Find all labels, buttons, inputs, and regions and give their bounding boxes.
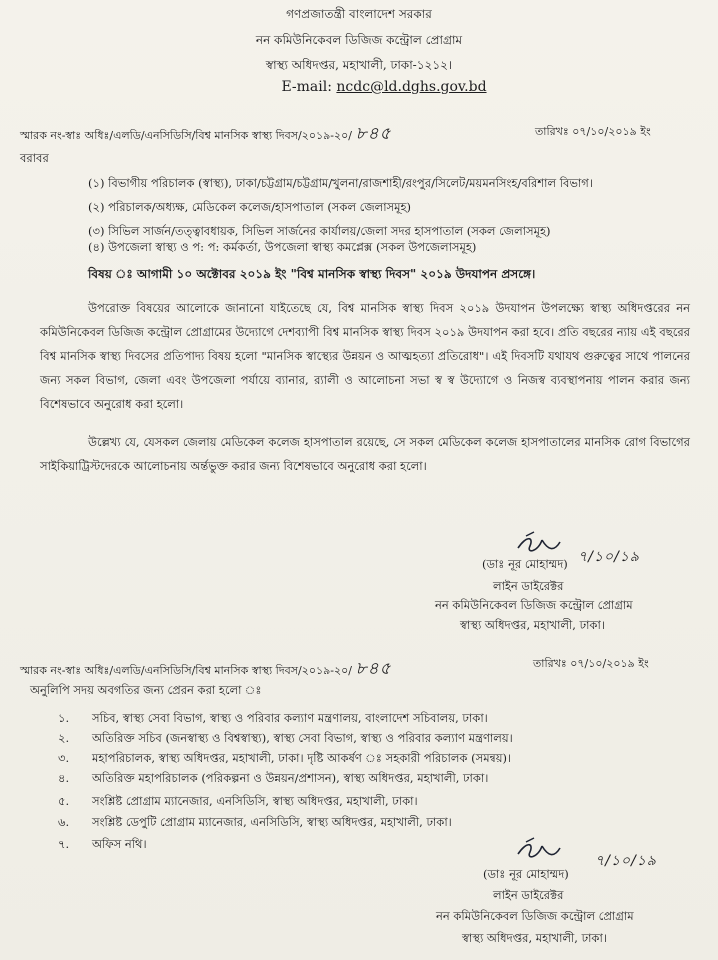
memo2-ref-text: স্মারক নং-স্বাঃ অধিঃ/এলডি/এনসিডিসি/বিশ্ব মানসিক স্বাস্থ্য দিবস/২০১৯-২০/ [20, 664, 352, 677]
copy-label: অনুলিপি সদয় অবগতির জন্য প্রেরন করা হলো ঃ [30, 683, 262, 697]
copy-item [58, 710, 678, 726]
signatory-address: স্বাস্থ্য অধিদপ্তর, মহাখালী, ঢাকা। [462, 931, 607, 945]
signatory-name: (ডাঃ নূর মোহাম্মদ) [482, 557, 568, 571]
copy-number: ১. [58, 711, 70, 725]
copy-text: মহাপরিচালক, স্বাস্থ্য অধিদপ্তর, মহাখালী, ঢাকা। দৃষ্টি আকর্ষণ ঃ সহকারী পরিচালক (সমন্বয়)। [92, 751, 512, 765]
subject-line: বিষয় ঃ আগামী ১০ অক্টোবর ২০১৯ ইং "বিশ্ব মানসিক স্বাস্থ্য দিবস" ২০১৯ উদযাপন প্রসঙ্গে। [88, 267, 536, 281]
recipient-item: (২) পরিচালক/অধ্যক্ষ, মেডিকেল কলেজ/হাসপাতাল (সকল জেলাসমূহ) [88, 200, 412, 214]
signature-date-handwritten: ৭/১০/১৯ [595, 853, 657, 869]
memo2-reference [20, 656, 392, 684]
copy-number: ৭. [58, 837, 70, 851]
copy-number: ৪. [58, 771, 70, 785]
body-paragraph: উপরোক্ত বিষয়ের আলোকে জানানো যাইতেছে যে, বিশ্ব মানসিক স্বাস্থ্য দিবস ২০১৯ উদযাপন উপলক্ষ্যে স্বাস্থ্য অধিদপ্তরের নন কমিউনিকেবল ডিজিজ কন্ট্রোল প্রোগ্রামের উদ্যোগে দেশব্যাপী বিশ্ব মানসিক স্বাস্থ্য দিবস ২০১৯ উদযাপন করা হবে। প্রতি বছরের ন্যায় এই বছরের বিশ্ব মানসিক স্বাস্থ্য দিবসের প্রতিপাদ্য বিষয় হলো "মানসিক স্বাস্থ্যের উন্নয়ন ও আত্মহত্যা প্রতিরোধ"। এই দিবসটি যথাযথ গুরুত্বের সাথে পালনের জন্য সকল বিভাগ, জেলা এবং উপজেলা পর্যায়ে ব্যানার, র‍্যালী ও আলোচনা সভা স্ব স্ব উদ্যোগে ও নিজস্ব ব্যবস্থাপনায় পালন করার জন্য বিশেষভাবে অনুরোধ করা হলো। [40, 301, 690, 411]
to-label: বরাবর [20, 151, 49, 165]
recipient-item: (১) বিভাগীয় পরিচালক (স্বাস্থ্য), ঢাকা/চট্টগ্রাম/চট্টগ্রাম/খুলনা/রাজশাহী/রংপুর/সিলেট/ময়মনসিংহ/বরিশাল বিভাগ। [88, 176, 593, 190]
copy-text: অফিস নথি। [92, 837, 147, 851]
memo-ref-handwritten: ৮৪৫ [355, 124, 392, 144]
memo2-date: তারিখঃ ০৭/১০/২০১৯ ইং [533, 657, 649, 670]
copy-text: সংশ্লিষ্ট ডেপুটি প্রোগ্রাম ম্যানেজার, এনসিডিসি, স্বাস্থ্য অধিদপ্তর, মহাখালী, ঢাকা। [92, 815, 452, 829]
recipient-item: (৪) উপজেলা স্বাস্থ্য ও প: প: কর্মকর্তা, উপজেলা স্বাস্থ্য কমপ্লেক্স (সকল উপজেলাসমূহ) [88, 240, 477, 254]
copy-item [58, 770, 678, 786]
signatory-name: (ডাঃ নূর মোহাম্মদ) [483, 867, 569, 881]
copy-text: সচিব, স্বাস্থ্য সেবা বিভাগ, স্বাস্থ্য ও পরিবার কল্যাণ মন্ত্রণালয়, বাংলাদেশ সচিবালয়, ঢাকা। [92, 711, 488, 725]
memo2-ref-handwritten: ৮৪৫ [355, 659, 392, 679]
memo-reference [20, 121, 392, 149]
memo-date: তারিখঃ ০৭/১০/২০১৯ ইং [535, 125, 651, 138]
copy-text: সংশ্লিষ্ট প্রোগ্রাম ম্যানেজার, এনসিডিসি, স্বাস্থ্য অধিদপ্তর, মহাখালী, ঢাকা। [92, 794, 418, 808]
office-address: স্বাস্থ্য অধিদপ্তর, মহাখালী, ঢাকা-১২১২। [265, 58, 453, 72]
recipient-item: (৩) সিভিল সার্জন/তত্ত্বাবধায়ক, সিভিল সার্জনের কার্যালয়/জেলা সদর হাসপাতাল (সকল জেলাসমূহ) [88, 224, 551, 238]
program-name: নন কমিউনিকেবল ডিজিজ কন্ট্রোল প্রোগ্রাম [255, 33, 463, 47]
copy-item [58, 793, 678, 809]
signatory-title: লাইন ডাইরেক্টর [493, 888, 564, 902]
copy-number: ২. [58, 731, 70, 745]
copy-item [58, 814, 678, 830]
copy-number: ৫. [58, 794, 70, 808]
email-line [25, 79, 718, 95]
signatory-title: লাইন ডাইরেক্টর [493, 579, 564, 593]
email-label: E-mail: [281, 79, 337, 95]
signatory-address: স্বাস্থ্য অধিদপ্তর, মহাখালী, ঢাকা। [460, 618, 605, 632]
signatory-org: নন কমিউনিকেবল ডিজিজ কন্ট্রোল প্রোগ্রাম [436, 909, 634, 923]
govt-title: গণপ্রজাতন্ত্রী বাংলাদেশ সরকার [286, 7, 432, 21]
memo-ref-text: স্মারক নং-স্বাঃ অধিঃ/এলডি/এনসিডিসি/বিশ্ব মানসিক স্বাস্থ্য দিবস/২০১৯-২০/ [20, 129, 352, 142]
copy-number: ৩. [58, 751, 70, 765]
body-paragraph: উল্লেখ্য যে, যেসকল জেলায় মেডিকেল কলেজ হাসপাতাল রয়েছে, সে সকল মেডিকেল কলেজ হাসপাতালের মানসিক রোগ বিভাগের সাইকিয়াট্রিস্টদেরকে আলোচনায় অর্ন্তভুক্ত করার জন্য বিশেষভাবে অনুরোধ করা হলো। [40, 435, 690, 473]
copy-number: ৬. [58, 815, 70, 829]
copy-item [58, 750, 678, 766]
copy-text: অতিরিক্ত মহাপরিচালক (পরিকল্পনা ও উন্নয়ন/প্রশাসন), স্বাস্থ্য অধিদপ্তর, মহাখালী, ঢাকা। [92, 771, 489, 785]
copy-text: অতিরিক্ত সচিব (জনস্বাস্থ্য ও বিশ্বস্বাস্থ্য), স্বাস্থ্য সেবা বিভাগ, স্বাস্থ্য ও পরিবার কল্যাণ মন্ত্রণালয়। [92, 731, 513, 745]
signature-date-handwritten: ৭/১০/১৯ [578, 549, 640, 565]
signatory-org: নন কমিউনিকেবল ডিজিজ কন্ট্রোল প্রোগ্রাম [435, 598, 633, 612]
email-link[interactable]: ncdc@ld.dghs.gov.bd [336, 79, 487, 95]
copy-item [58, 730, 678, 746]
